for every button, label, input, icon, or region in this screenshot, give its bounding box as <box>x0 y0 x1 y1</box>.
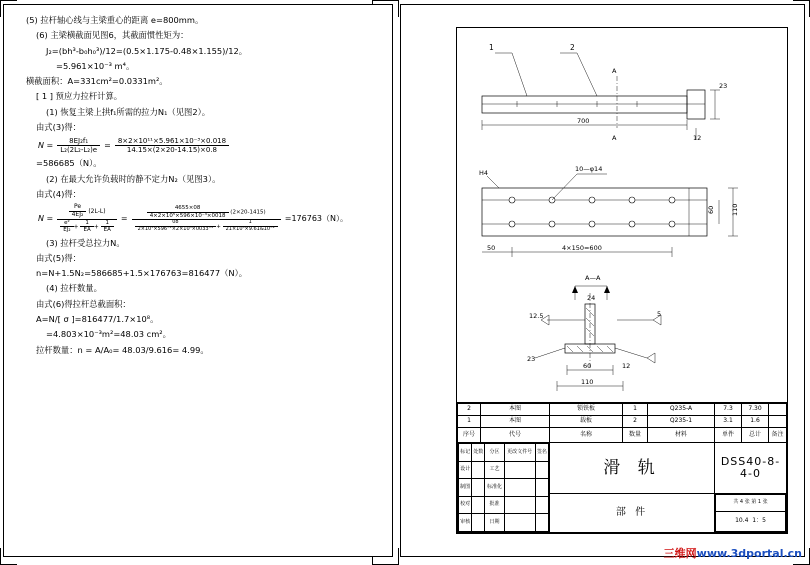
doc-line: (2) 在最大允许负载时的静不定力N₂（见图3）。 <box>46 173 221 184</box>
sign-cell: 批准 <box>485 496 504 514</box>
doc-line: J₂=(bh³-b₀h₀³)/12=(0.5×1.175-0.48×1.155)/12。 <box>46 45 248 56</box>
equation-2-right-3-num: 1 <box>223 220 278 227</box>
title-block <box>457 402 787 533</box>
bom-header-weight-total: 总计 <box>742 428 769 443</box>
equation-2-right-1-den: 4×2×10⁵×596×10⁻³×0018 <box>149 212 226 219</box>
sign-cell: 设计 <box>459 461 472 479</box>
doc-line: 由式(6)得拉杆总截面积： <box>36 298 131 309</box>
bom-header-code: 代号 <box>481 428 550 443</box>
doc-line: =4.803×10⁻³m²=48.03 cm²。 <box>46 329 171 340</box>
section-mark-a-bottom: A <box>612 134 617 142</box>
title-main-row <box>458 443 787 493</box>
dim-mid-60: 60 <box>707 205 715 214</box>
document-sheet-left <box>3 4 393 557</box>
equation-2-den-term-1 <box>60 220 73 234</box>
bom-header-no: 序号 <box>458 428 481 443</box>
view-side-plate <box>482 43 727 142</box>
doc-line: =586685（N）。 <box>36 158 102 169</box>
part-weight-single: 7.3 <box>715 404 742 416</box>
rev-cell: 分区 <box>485 444 504 462</box>
sign-cell <box>472 514 485 532</box>
drawing-number: DSS40-8-4-0 <box>715 443 787 493</box>
equation-2-right-1-num: 4655×08 <box>147 205 229 212</box>
rev-cell: 更改文件号 <box>504 444 535 462</box>
part-material: Q235-A <box>648 404 715 416</box>
part-name: 锁铁板 <box>550 404 623 416</box>
equation-2-length-term: (2L-L) <box>88 208 106 216</box>
equation-2-den-term-3 <box>101 220 114 234</box>
watermark-brand: 三维网 <box>663 547 697 560</box>
equation-2-lhs: N = <box>38 214 54 224</box>
equation-2-pe-num: Pe <box>69 204 87 212</box>
bom-header-name: 名称 <box>550 428 623 443</box>
equation-2-den-2-num: 1 <box>80 220 93 227</box>
equation-2-den-1-num: e² <box>60 220 73 227</box>
equation-1 <box>38 137 374 154</box>
doc-line: 拉杆数量：n = A/A₀= 48.03/9.616= 4.99。 <box>36 344 209 355</box>
equation-1-numerator: 8EJ₂f₁ <box>57 137 100 146</box>
equation-2-right-num <box>132 205 281 220</box>
leader-label-1: 1 <box>489 43 494 52</box>
equation-2-right-den: $\frac{08}{\text{2×10⁵×596⁻²×2×10⁵×0033⁻³}}$ + $\frac{1}{\text{21×10⁵×9.61\&10⁻²}}$ <box>132 220 281 233</box>
dim-sec-125: 12.5 <box>529 312 544 320</box>
sign-cell <box>504 479 535 497</box>
sign-cell: 校对 <box>459 496 472 514</box>
bom-header-weight-single: 单件 <box>715 428 742 443</box>
doc-line: n=N+1.5N₂=586685+1.5×176763=816477（N）。 <box>36 268 248 279</box>
bom-header-remark: 备注 <box>769 428 787 443</box>
equation-1-fraction-right <box>115 137 229 154</box>
doc-line: 由式(5)得： <box>36 252 81 263</box>
dim-sec-60: 60 <box>583 362 592 370</box>
view-plate-holes <box>479 165 739 257</box>
leader-label-2: 2 <box>570 43 575 52</box>
scale-cell <box>715 493 787 532</box>
doc-line: 横截面积：A=331cm²=0.0331m²。 <box>26 76 168 87</box>
sign-cell: 制图 <box>459 479 472 497</box>
bom-header-row <box>458 428 787 443</box>
drawing-main-name: 滑 轨 <box>550 443 715 493</box>
equation-2-pe-frac <box>69 204 87 219</box>
dim-top-h12: 12 <box>693 134 702 142</box>
part-weight-total: 7.30 <box>742 404 769 416</box>
equation-1-lhs: N = <box>38 141 54 151</box>
title-block-table <box>457 403 787 533</box>
doc-line: (4) 拉杆数量。 <box>46 283 102 294</box>
revision-table <box>458 443 549 532</box>
drawing-frame <box>456 27 788 534</box>
equation-2-right-frac-1 <box>147 205 229 219</box>
sign-cell: 审核 <box>459 514 472 532</box>
equation-2-right-3-den: 21×10⁵×9.61&10⁻² <box>225 225 275 232</box>
equation-2-left-stack <box>57 204 117 233</box>
watermark-url: www.3dportal.cn <box>696 547 802 560</box>
equation-2-result: =176763（N）。 <box>284 214 348 224</box>
drawing-sheet-right <box>400 4 805 557</box>
sign-cell: 工艺 <box>485 461 504 479</box>
part-no: 1 <box>458 416 481 428</box>
equation-1-numerator-2: 8×2×10¹¹×5.961×10⁻³×0.018 <box>115 137 229 146</box>
dim-sec-12: 12 <box>622 362 631 370</box>
equation-2-right-frac-2 <box>135 220 217 233</box>
section-mark-a-top: A <box>612 67 617 75</box>
part-weight-single: 3.1 <box>715 416 742 428</box>
dim-sec-110: 110 <box>581 378 594 386</box>
dim-sec-23: 23 <box>527 355 536 363</box>
sign-cell <box>472 496 485 514</box>
drawing-sub-name: 部 件 <box>550 493 715 532</box>
part-code: 本图 <box>481 416 550 428</box>
part-material: Q235-1 <box>648 416 715 428</box>
part-remark <box>769 404 787 416</box>
revision-block <box>458 443 550 533</box>
note-weld-h4: H4 <box>479 169 489 177</box>
equation-2-right-2-num: 08 <box>135 220 217 227</box>
dim-top-h23: 23 <box>719 82 728 90</box>
sign-cell <box>535 479 548 497</box>
sign-cell <box>472 461 485 479</box>
watermark <box>664 545 802 561</box>
dim-sec-24: 24 <box>587 294 596 302</box>
sign-cell <box>504 496 535 514</box>
section-title-aa: A—A <box>585 274 601 282</box>
part-qty: 1 <box>623 404 648 416</box>
scale-number: 1：5 <box>752 517 766 525</box>
equation-2-left-num <box>57 204 117 220</box>
doc-line: 由式(3)得： <box>36 121 81 132</box>
equation-2-right-tail: (2×20-1415) <box>230 209 266 216</box>
stage-value: 10.4 <box>735 517 749 525</box>
doc-line: A=N/[ σ ]=816477/1.7×10⁸。 <box>36 314 159 324</box>
equation-2-den-3-num: 1 <box>101 220 114 227</box>
equation-2-pe-den: 4EJ₂ <box>71 211 84 219</box>
equation-1-denominator: L₂(2L₂-L₂)e <box>60 146 98 155</box>
part-row <box>458 404 787 416</box>
sign-cell <box>504 461 535 479</box>
sign-cell <box>535 496 548 514</box>
part-row <box>458 416 787 428</box>
equation-1-equals: = <box>104 141 111 151</box>
equation-2-equals: = <box>120 214 128 224</box>
equation-2-den-1-den: EJ₂ <box>63 227 71 234</box>
dim-left-50: 50 <box>487 244 496 252</box>
part-weight-total: 1.6 <box>742 416 769 428</box>
part-no: 2 <box>458 404 481 416</box>
sign-cell <box>504 514 535 532</box>
sign-cell <box>535 461 548 479</box>
equation-2-left-den: $\frac{\text{e²}}{\text{EJ₂}}$ + $\frac{1}{EA}$ + $\frac{1}{EA}$ <box>57 220 117 234</box>
doc-line: (6) 主梁横截面见图6，其截面惯性矩为： <box>36 30 189 41</box>
part-code: 本图 <box>481 404 550 416</box>
stage-label: 共 4 张 第 1 张 <box>716 494 786 511</box>
equation-2-den-2-den: EA <box>83 227 91 234</box>
doc-line: =5.961×10⁻³ m⁴。 <box>56 60 135 71</box>
drawing-views <box>457 28 787 408</box>
rev-cell: 处数 <box>472 444 485 462</box>
sign-cell <box>535 514 548 532</box>
doc-line: (5) 拉杆轴心线与主梁重心的距离 e=800mm。 <box>26 15 204 25</box>
part-remark <box>769 416 787 428</box>
sign-cell: 日期 <box>485 514 504 532</box>
doc-line: 由式(4)得： <box>36 188 81 199</box>
equation-1-fraction-left <box>57 137 100 154</box>
rev-cell: 标记 <box>459 444 472 462</box>
part-name: 载板 <box>550 416 623 428</box>
view-section-aa <box>527 274 661 391</box>
doc-line: (3) 拉杆受总拉力N。 <box>46 237 125 248</box>
note-hole-spec: 10—φ14 <box>575 165 603 173</box>
dim-mid-110: 110 <box>731 203 739 216</box>
doc-line: (1) 恢复主梁上拱f₁所需的拉力N₁（见图2）。 <box>46 106 211 117</box>
sign-cell: 标准化 <box>485 479 504 497</box>
equation-2-right-stack <box>132 205 281 232</box>
bom-header-material: 材料 <box>648 428 715 443</box>
doc-line: [ 1 ] 预应力拉杆计算。 <box>36 91 123 102</box>
equation-1-denominator-2: 14.15×(2×20-14.15)×0.8 <box>126 146 218 155</box>
equation-2-right-frac-3 <box>223 220 278 233</box>
equation-2-right-2-den: 2×10⁵×596⁻²×2×10⁵×0033⁻³ <box>137 225 214 232</box>
equation-2-den-term-2 <box>80 220 93 234</box>
calculation-text <box>26 15 374 360</box>
part-qty: 2 <box>623 416 648 428</box>
sign-cell <box>472 479 485 497</box>
equation-2-den-3-den: EA <box>103 227 111 234</box>
equation-2 <box>38 204 374 233</box>
scale-table <box>715 494 786 532</box>
rev-cell: 签名 <box>535 444 548 462</box>
dim-pitch: 4×150=600 <box>562 244 602 252</box>
scale-value <box>716 511 786 531</box>
section-mark-5-right: 5 <box>657 310 662 318</box>
bom-header-qty: 数量 <box>623 428 648 443</box>
dim-top-length: 700 <box>577 117 590 125</box>
